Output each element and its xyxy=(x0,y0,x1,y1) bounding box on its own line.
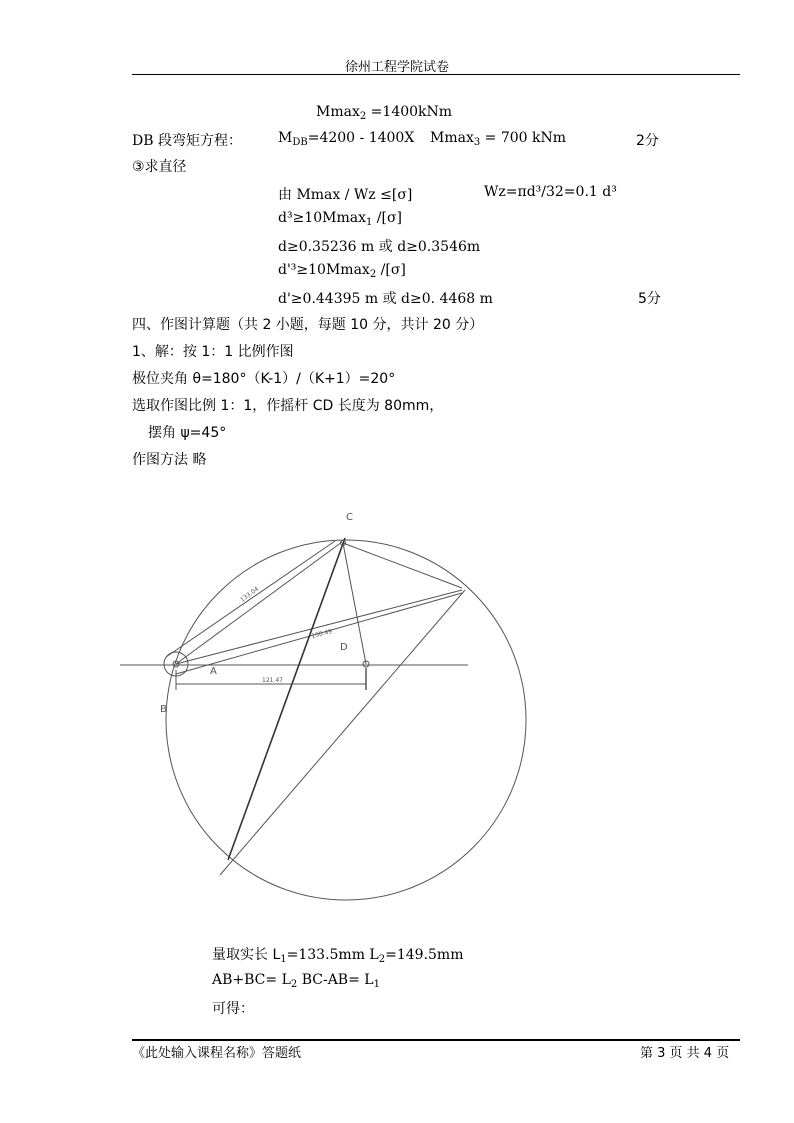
mmax2-sub: 2 xyxy=(359,111,367,122)
db-score: 2分 xyxy=(636,133,659,149)
link-ac1 xyxy=(176,542,342,664)
footer-page: 第 3 页 共 4 页 xyxy=(640,1046,730,1061)
eq-sub2: 2 xyxy=(290,979,298,990)
db-mmax3-text: Mmax xyxy=(430,130,474,146)
ineq1-tail: /[σ] xyxy=(372,210,403,226)
mmax2-text: Mmax xyxy=(316,104,360,120)
diagonal-line xyxy=(228,538,345,860)
db-mmax3-value: = 700 kNm xyxy=(480,130,567,146)
footer-course: 《此处输入课程名称》答题纸 xyxy=(132,1046,302,1061)
chord-c1c2 xyxy=(343,543,462,588)
ineq2-sub: 2 xyxy=(369,269,377,280)
ineq1-text: d³≥10Mmax xyxy=(278,210,366,226)
theta-line: 极位夹角 θ=180°（K-1）/（K+1）=20° xyxy=(132,371,396,387)
equation-line xyxy=(212,972,380,988)
measure-line xyxy=(212,944,463,964)
psi-line: 摆角 ψ=45° xyxy=(148,425,227,441)
label-d: D xyxy=(340,642,348,653)
result-2: d'≥0.44395 m 或 d≥0. 4468 m xyxy=(278,291,493,307)
measure-l1-value: =133.5mm L xyxy=(286,947,379,963)
measure-sub2: 2 xyxy=(378,954,386,965)
link-ac2 xyxy=(176,590,462,664)
angle-line xyxy=(220,590,465,875)
label-c: C xyxy=(346,512,353,523)
step3-heading: ③求直径 xyxy=(132,159,187,175)
condition-line: 由 Mmax / Wz ≤[σ] xyxy=(278,187,413,203)
label-a: A xyxy=(210,666,217,677)
result-2-score: 5分 xyxy=(638,291,661,307)
method-line: 作图方法 略 xyxy=(132,452,207,468)
db-label: DB 段弯矩方程： xyxy=(132,133,242,149)
eq-sum: AB+BC= L xyxy=(212,972,291,988)
mmax2-value: =1400kNm xyxy=(366,104,453,120)
eq-sub1: 1 xyxy=(373,979,380,990)
construction-circle xyxy=(166,540,526,900)
dim-ac1-label: 133.04 xyxy=(239,585,261,604)
wz-formula: Wz=πd³/32=0.1 d³ xyxy=(484,184,617,200)
label-b: B xyxy=(160,704,167,715)
result-1: d≥0.35236 m 或 d≥0.3546m xyxy=(278,239,481,255)
footer-rule xyxy=(132,1039,740,1041)
measure-sub1: 1 xyxy=(280,954,287,965)
db-m: M xyxy=(278,130,293,146)
section-4-heading: 四、作图计算题（共 2 小题，每题 10 分，共计 20 分） xyxy=(132,317,484,333)
measure-l2-value: =149.5mm xyxy=(385,947,464,963)
ineq2-tail: /[σ] xyxy=(376,262,406,278)
measure-text: 量取实长 L xyxy=(212,947,281,963)
db-sub: DB xyxy=(292,137,308,148)
ineq1-sub: 1 xyxy=(365,217,373,228)
db-mmax3-sub: 3 xyxy=(473,137,481,148)
scale-line: 选取作图比例 1：1，作摇杆 CD 长度为 80mm， xyxy=(132,398,444,414)
solution-1: 1、解：按 1：1 比例作图 xyxy=(132,344,294,360)
eq-diff: BC-AB= L xyxy=(297,972,374,988)
dim-ad-label: 121.47 xyxy=(262,677,283,684)
db-eq: =4200 - 1400X xyxy=(307,130,415,146)
dim-ac2-label: 150.49 xyxy=(310,628,333,640)
link-ac1-offset xyxy=(166,541,335,657)
page-header-title: 徐州工程学院试卷 xyxy=(344,60,449,75)
result-line: 可得： xyxy=(212,1001,254,1017)
ineq2-text: d'³≥10Mmax xyxy=(278,262,370,278)
